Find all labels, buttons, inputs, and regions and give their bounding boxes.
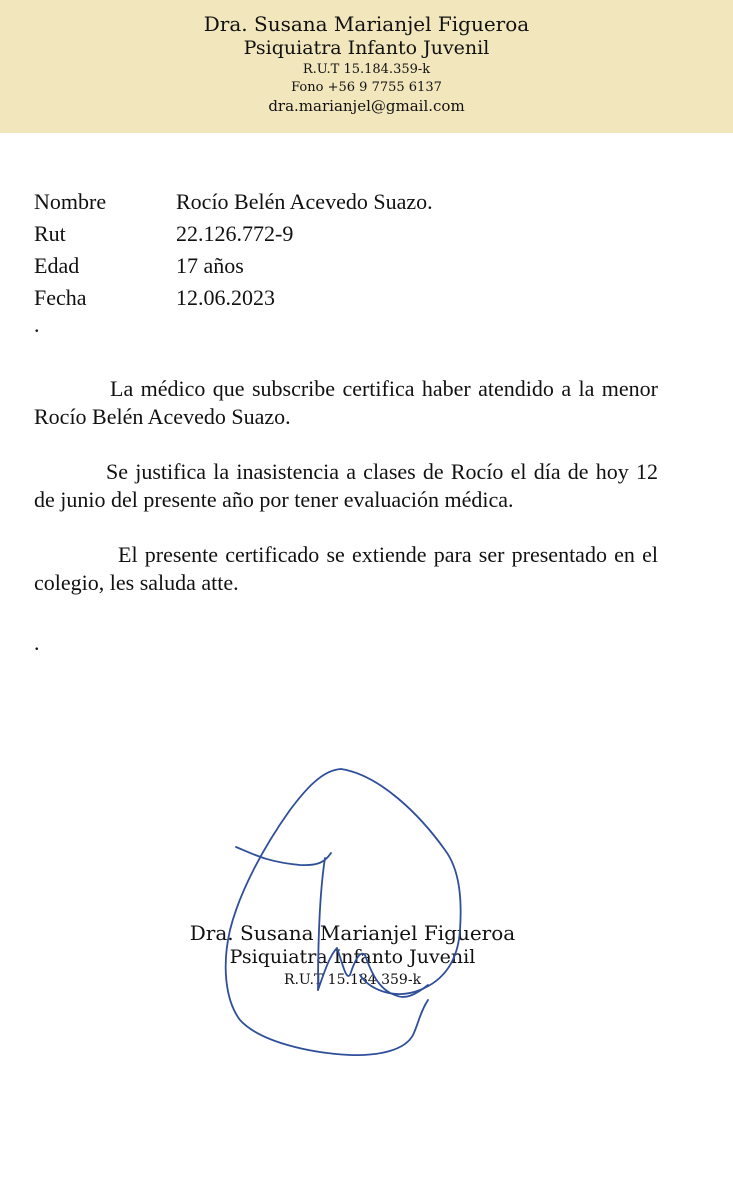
date-value: 12.06.2023 xyxy=(176,285,275,310)
field-row-age xyxy=(34,250,433,282)
field-row-name xyxy=(34,186,433,218)
letterhead-specialty: Psiquiatra Infanto Juvenil xyxy=(243,37,490,59)
signature-doctor-name: Dra. Susana Marianjel Figueroa xyxy=(189,921,516,945)
signature-loop-stroke xyxy=(226,769,428,1055)
age-label: Edad xyxy=(34,253,80,278)
letterhead-email: dra.marianjel@gmail.com xyxy=(268,97,465,115)
letterhead-phone: Fono +56 9 7755 6137 xyxy=(291,80,442,95)
letterhead-rut: R.U.T 15.184.359-k xyxy=(302,62,431,77)
name-value: Rocío Belén Acevedo Suazo. xyxy=(176,189,433,214)
signature-specialty: Psiquiatra Infanto Juvenil xyxy=(229,946,476,968)
certificate-paragraph-1: La médico que subscribe certifica haber atendido a la menor Rocío Belén Acevedo Suazo. xyxy=(34,376,658,429)
signature-cross-stroke xyxy=(236,847,331,865)
letterhead-doctor-name: Dra. Susana Marianjel Figueroa xyxy=(203,12,530,36)
certificate-paragraph-2: Se justifica la inasistencia a clases de Rocío el día de hoy 12 de junio del presente año por tener evaluación médica. xyxy=(34,459,658,512)
separator-dot: . xyxy=(34,312,40,337)
date-label: Fecha xyxy=(34,285,87,310)
age-value: 17 años xyxy=(176,253,244,278)
rut-label: Rut xyxy=(34,221,66,246)
field-row-date xyxy=(34,282,433,314)
name-label: Nombre xyxy=(34,189,107,214)
field-row-rut xyxy=(34,218,433,250)
certificate-paragraph-3: El presente certificado se extiende para ser presentado en el colegio, les saluda atte. xyxy=(34,542,658,595)
signature-rut: R.U.T 15.184.359-k xyxy=(283,972,422,988)
rut-value: 22.126.772-9 xyxy=(176,221,294,246)
separator-dot: . xyxy=(34,630,40,655)
letterhead xyxy=(0,0,733,133)
patient-fields xyxy=(34,186,433,314)
